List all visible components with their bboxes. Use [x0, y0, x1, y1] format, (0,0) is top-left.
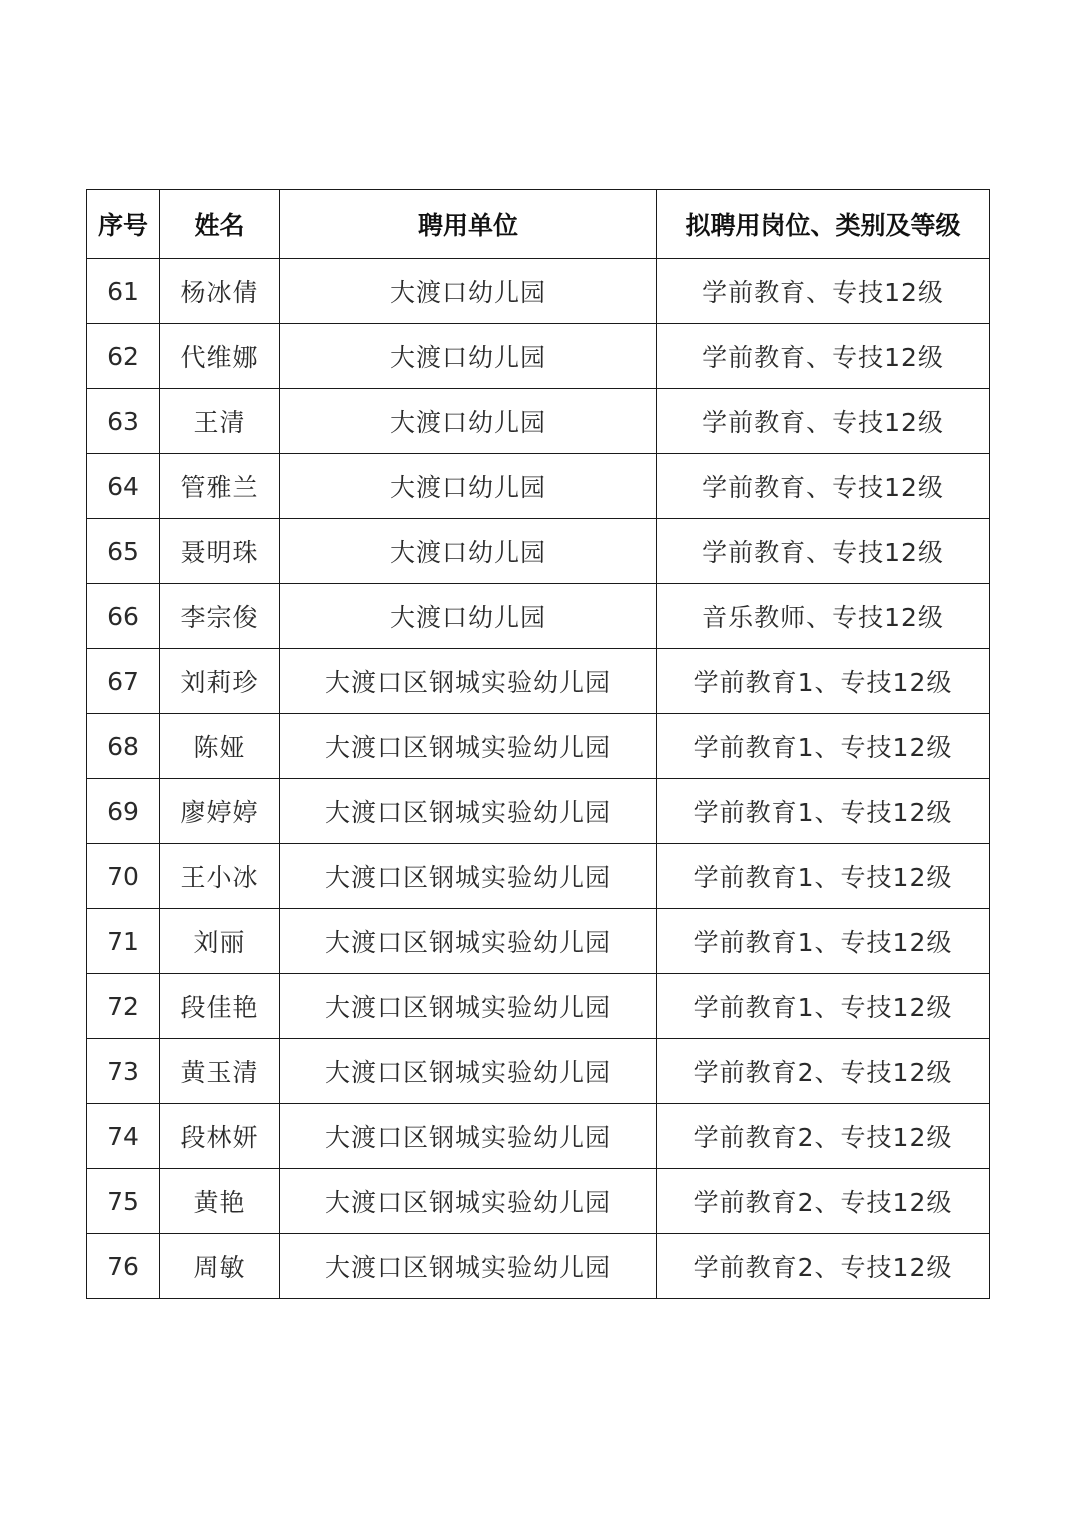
table-row: [87, 1039, 990, 1104]
cell-employer: 大渡口区钢城实验幼儿园: [280, 649, 657, 714]
cell-serial-number: 75: [87, 1169, 160, 1234]
cell-position: 学前教育、专技12级: [657, 389, 990, 454]
header-row: [87, 190, 990, 259]
cell-serial-number: 72: [87, 974, 160, 1039]
cell-employer: 大渡口区钢城实验幼儿园: [280, 779, 657, 844]
table-row: [87, 259, 990, 324]
cell-name: 黄玉清: [160, 1039, 280, 1104]
cell-serial-number: 69: [87, 779, 160, 844]
cell-serial-number: 70: [87, 844, 160, 909]
cell-employer: 大渡口区钢城实验幼儿园: [280, 1039, 657, 1104]
cell-name: 刘莉珍: [160, 649, 280, 714]
cell-serial-number: 65: [87, 519, 160, 584]
header-serial-number: 序号: [87, 190, 160, 259]
table-row: [87, 584, 990, 649]
table-row: [87, 519, 990, 584]
cell-serial-number: 64: [87, 454, 160, 519]
cell-employer: 大渡口区钢城实验幼儿园: [280, 909, 657, 974]
cell-position: 学前教育1、专技12级: [657, 909, 990, 974]
hiring-roster-table: [86, 189, 990, 1299]
cell-position: 学前教育1、专技12级: [657, 844, 990, 909]
cell-name: 王清: [160, 389, 280, 454]
cell-name: 聂明珠: [160, 519, 280, 584]
cell-position: 学前教育2、专技12级: [657, 1234, 990, 1299]
cell-employer: 大渡口区钢城实验幼儿园: [280, 1169, 657, 1234]
cell-employer: 大渡口区钢城实验幼儿园: [280, 714, 657, 779]
header-name: 姓名: [160, 190, 280, 259]
cell-serial-number: 68: [87, 714, 160, 779]
cell-name: 段林妍: [160, 1104, 280, 1169]
cell-position: 音乐教师、专技12级: [657, 584, 990, 649]
table-row: [87, 909, 990, 974]
cell-serial-number: 71: [87, 909, 160, 974]
cell-position: 学前教育1、专技12级: [657, 649, 990, 714]
table-row: [87, 779, 990, 844]
cell-employer: 大渡口区钢城实验幼儿园: [280, 1104, 657, 1169]
table-row: [87, 1169, 990, 1234]
cell-name: 廖婷婷: [160, 779, 280, 844]
cell-serial-number: 74: [87, 1104, 160, 1169]
cell-employer: 大渡口区钢城实验幼儿园: [280, 1234, 657, 1299]
cell-name: 陈娅: [160, 714, 280, 779]
cell-name: 杨冰倩: [160, 259, 280, 324]
table-row: [87, 389, 990, 454]
cell-position: 学前教育、专技12级: [657, 324, 990, 389]
header-employer: 聘用单位: [280, 190, 657, 259]
cell-name: 周敏: [160, 1234, 280, 1299]
cell-name: 代维娜: [160, 324, 280, 389]
cell-name: 李宗俊: [160, 584, 280, 649]
cell-employer: 大渡口幼儿园: [280, 584, 657, 649]
table-row: [87, 324, 990, 389]
cell-serial-number: 63: [87, 389, 160, 454]
cell-position: 学前教育、专技12级: [657, 519, 990, 584]
table-row: [87, 649, 990, 714]
cell-position: 学前教育2、专技12级: [657, 1169, 990, 1234]
cell-position: 学前教育1、专技12级: [657, 779, 990, 844]
cell-position: 学前教育2、专技12级: [657, 1104, 990, 1169]
header-position: 拟聘用岗位、类别及等级: [657, 190, 990, 259]
cell-employer: 大渡口幼儿园: [280, 259, 657, 324]
table-row: [87, 1234, 990, 1299]
cell-position: 学前教育1、专技12级: [657, 974, 990, 1039]
cell-employer: 大渡口幼儿园: [280, 389, 657, 454]
cell-position: 学前教育1、专技12级: [657, 714, 990, 779]
cell-employer: 大渡口区钢城实验幼儿园: [280, 974, 657, 1039]
table-body: [87, 259, 990, 1299]
cell-serial-number: 62: [87, 324, 160, 389]
cell-name: 刘丽: [160, 909, 280, 974]
table-row: [87, 844, 990, 909]
cell-position: 学前教育、专技12级: [657, 454, 990, 519]
cell-name: 管雅兰: [160, 454, 280, 519]
cell-name: 王小冰: [160, 844, 280, 909]
table-header: [87, 190, 990, 259]
table-row: [87, 974, 990, 1039]
cell-serial-number: 76: [87, 1234, 160, 1299]
cell-name: 黄艳: [160, 1169, 280, 1234]
cell-employer: 大渡口区钢城实验幼儿园: [280, 844, 657, 909]
cell-employer: 大渡口幼儿园: [280, 454, 657, 519]
cell-name: 段佳艳: [160, 974, 280, 1039]
cell-serial-number: 61: [87, 259, 160, 324]
cell-employer: 大渡口幼儿园: [280, 324, 657, 389]
cell-serial-number: 66: [87, 584, 160, 649]
cell-position: 学前教育2、专技12级: [657, 1039, 990, 1104]
cell-serial-number: 67: [87, 649, 160, 714]
table-row: [87, 714, 990, 779]
table-row: [87, 1104, 990, 1169]
cell-employer: 大渡口幼儿园: [280, 519, 657, 584]
cell-serial-number: 73: [87, 1039, 160, 1104]
cell-position: 学前教育、专技12级: [657, 259, 990, 324]
table-row: [87, 454, 990, 519]
